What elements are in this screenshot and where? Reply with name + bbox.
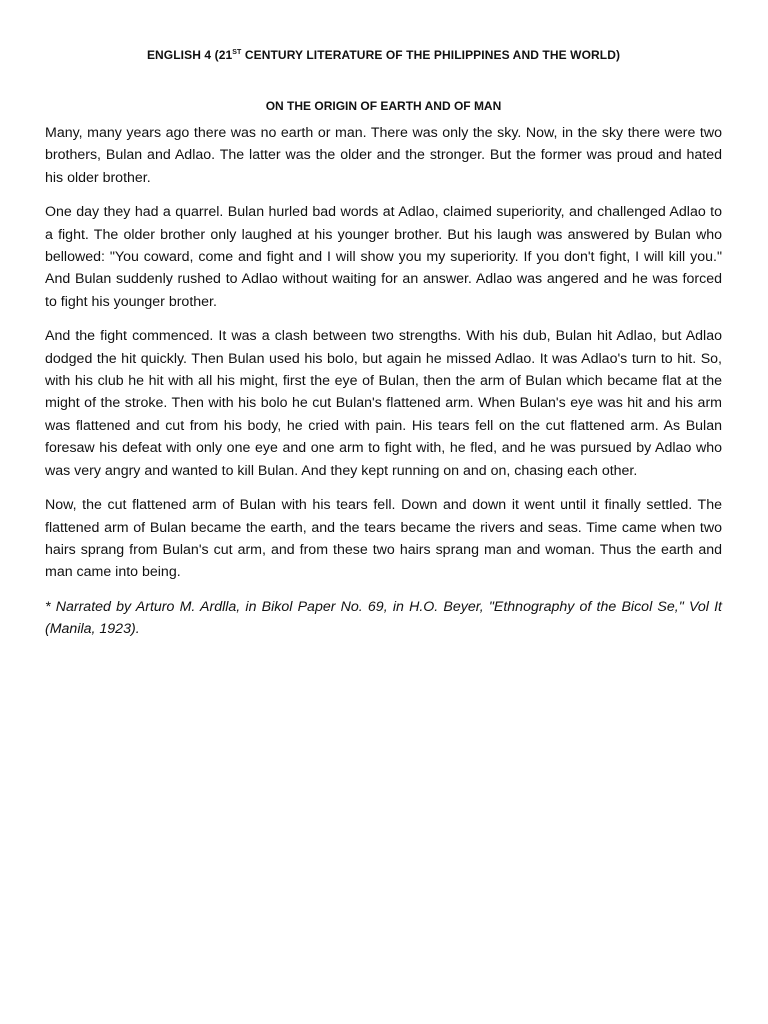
course-header-prefix: ENGLISH 4 (21 [146, 48, 233, 62]
course-header-suffix: CENTURY LITERATURE OF THE PHILIPPINES AND THE WORLD) [241, 48, 621, 62]
document-page [45, 46, 722, 641]
story-paragraph-2: One day they had a quarrel. Bulan hurled bad words at Adlao, claimed superiority, and challenged Adlao to a fight. The older brother only laughed at his younger brother. But his laugh was answered by Bulan who bellowed: "You coward, come and fight and I will show you my superiority. If you don't fight, I will kill you." And Bulan suddenly rushed to Adlao without waiting for an answer. Adlao was angered and he was forced to fight his younger brother. [45, 204, 722, 310]
story-paragraph-4: Now, the cut flattened arm of Bulan with his tears fell. Down and down it went until it finally settled. The flattened arm of Bulan became the earth, and the tears became the rivers and seas. Time came when two hairs sprang from Bulan's cut arm, and from these two hairs sprang man and woman. Thus the earth and man came into being. [45, 497, 722, 581]
course-header [45, 46, 722, 64]
story-title: ON THE ORIGIN OF EARTH AND OF MAN [265, 99, 502, 113]
source-footnote: * Narrated by Arturo M. Ardlla, in Bikol Paper No. 69, in H.O. Beyer, "Ethnography of the Bicol Se," Vol It (Manila, 1923). [45, 598, 722, 638]
course-header-superscript: ST [232, 49, 242, 56]
story-paragraph-1: Many, many years ago there was no earth or man. There was only the sky. Now, in the sky there were two brothers, Bulan and Adlao. The latter was the older and the stronger. But the former was proud and hated his older brother. [45, 125, 722, 186]
story-paragraph-3: And the fight commenced. It was a clash between two strengths. With his dub, Bulan hit Adlao, but Adlao dodged the hit quickly. Then Bulan used his bolo, but again he missed Adlao. It was Adlao's turn to hit. So, with his club he hit with all his might, first the eye of Bulan, then the arm of Bulan which became flat at the might of the stroke. Then with his bolo he cut Bulan's flattened arm. When Bulan's eye was hit and his arm was flattened and cut from his body, he cried with pain. His tears fell on the cut flattened arm. As Bulan foresaw his defeat with only one eye and one arm to fight with, he fled, and he was pursued by Adlao who was very angry and wanted to kill Bulan. And they kept running on and on, chasing each other. [45, 328, 722, 479]
